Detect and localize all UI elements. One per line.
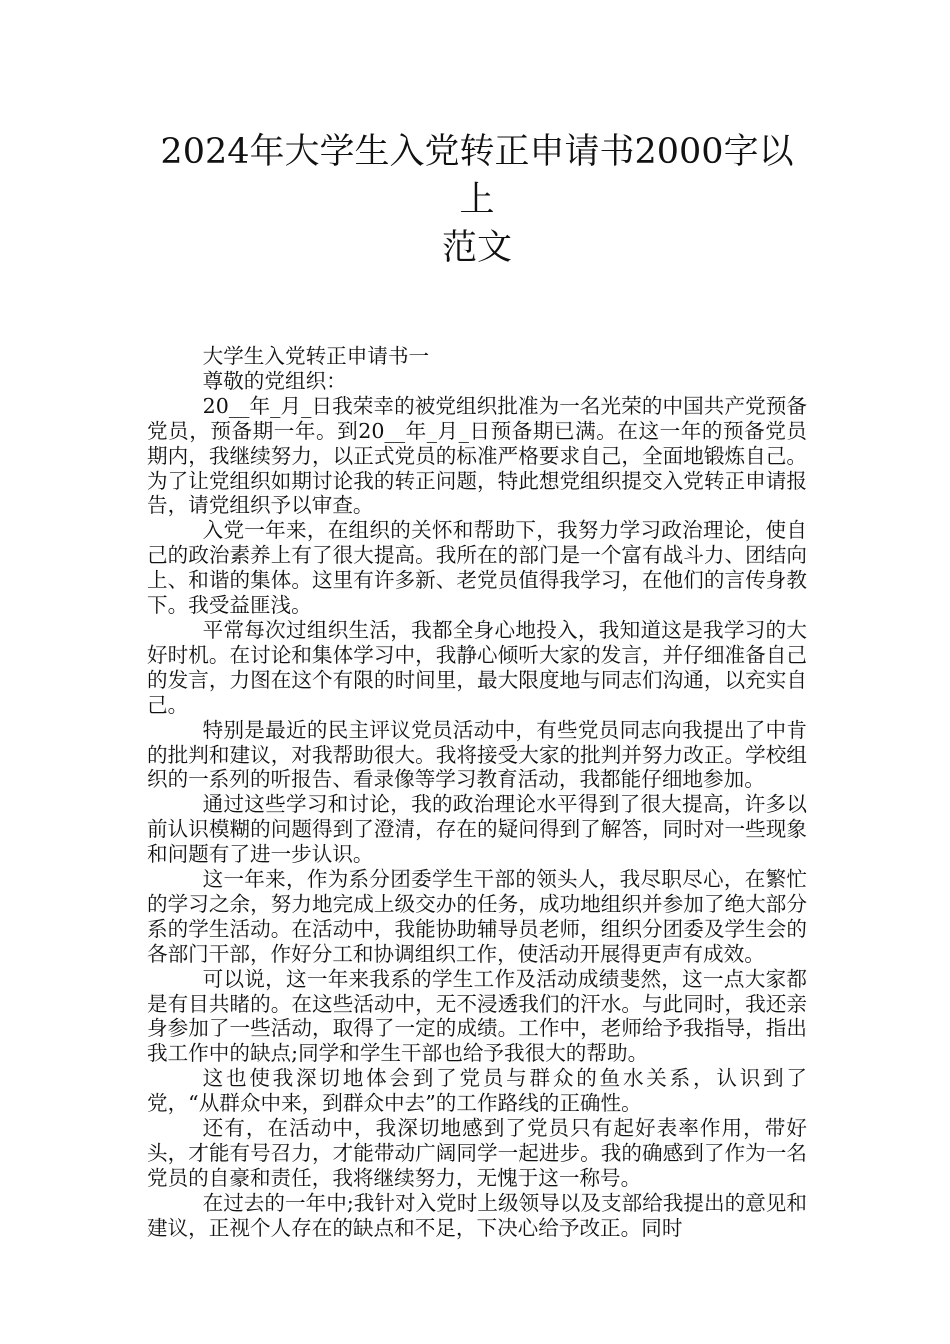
paragraph: 特别是最近的民主评议党员活动中，有些党员同志向我提出了中肯的批判和建议，对我帮助很大。我将接受大家的批判并努力改正。学校组织的一系列的听报告、看录像等学习教育活动，我都能仔细地参加。 — [147, 717, 807, 792]
paragraph-heading: 大学生入党转正申请书一 — [202, 344, 430, 368]
paragraph: 可以说，这一年来我系的学生工作及活动成绩斐然，这一点大家都是有目共睹的。在这些活动中，无不浸透我们的汗水。与此同时，我还亲身参加了一些活动，取得了一定的成绩。工作中，老师给予我指导，指出我工作中的缺点;同学和学生干部也给予我很大的帮助。 — [147, 966, 807, 1066]
paragraph: 还有，在活动中，我深切地感到了党员只有起好表率作用，带好头，才能有号召力，才能带动广阔同学一起进步。我的确感到了作为一名党员的自豪和责任，我将继续努力，无愧于这一称号。 — [147, 1116, 807, 1190]
paragraph: 通过这些学习和讨论，我的政治理论水平得到了很大提高，许多以前认识模糊的问题得到了澄清，存在的疑问得到了解答，同时对一些现象和问题有了进一步认识。 — [147, 792, 807, 867]
document-body — [147, 344, 807, 1241]
document-title — [147, 128, 807, 272]
paragraph: 平常每次过组织生活，我都全身心地投入，我知道这是我学习的大好时机。在讨论和集体学习中，我静心倾听大家的发言，并仔细准备自己的发言，力图在这个有限的时间里，最大限度地与同志们沟通，以充实自己。 — [147, 617, 807, 717]
paragraph: 入党一年来，在组织的关怀和帮助下，我努力学习政治理论，使自己的政治素养上有了很大提高。我所在的部门是一个富有战斗力、团结向上、和谐的集体。这里有许多新、老党员值得我学习，在他们的言传身教下。我受益匪浅。 — [147, 518, 807, 618]
paragraph-salutation: 尊敬的党组织： — [202, 368, 347, 393]
paragraph: 20__年_月_日我荣幸的被党组织批准为一名光荣的中国共产党预备党员，预备期一年。到20__年_月_日预备期已满。在这一年的预备党员期内，我继续努力，以正式党员的标准严格要求自己，全面地锻炼自己。为了让党组织如期讨论我的转正问题，特此想党组织提交入党转正申请报告，请党组织予以审查。 — [147, 393, 807, 518]
paragraph: 这一年来，作为系分团委学生干部的领头人，我尽职尽心，在繁忙的学习之余，努力地完成上级交办的任务，成功地组织并参加了绝大部分系的学生活动。在活动中，我能协助辅导员老师，组织分团委及学生会的各部门干部，作好分工和协调组织工作，使活动开展得更声有成效。 — [147, 867, 807, 966]
title-line-2: 范文 — [441, 228, 512, 268]
document-page — [147, 128, 807, 1241]
title-line-1: 2024年大学生入党转正申请书2000字以上 — [160, 132, 794, 220]
paragraph: 这也使我深切地体会到了党员与群众的鱼水关系，认识到了党，“从群众中来，到群众中去”的工作路线的正确性。 — [147, 1066, 807, 1116]
paragraph: 在过去的一年中;我针对入党时上级领导以及支部给我提出的意见和建议，正视个人存在的缺点和不足，下决心给予改正。同时 — [147, 1190, 807, 1240]
